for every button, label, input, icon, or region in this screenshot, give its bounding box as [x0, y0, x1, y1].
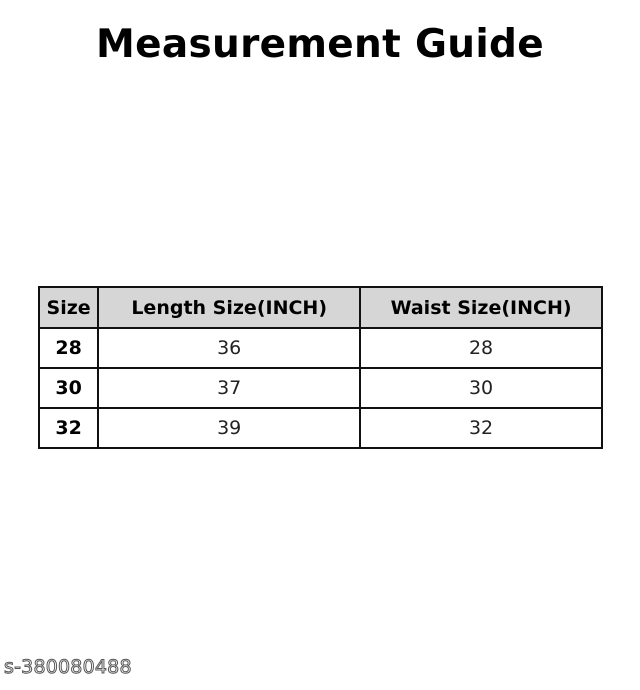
size-cell: 30 [39, 368, 98, 408]
waist-cell: 30 [360, 368, 602, 408]
table-row [39, 328, 602, 368]
header-waist-size: Waist Size(INCH) [360, 287, 602, 328]
table-row [39, 368, 602, 408]
header-size: Size [39, 287, 98, 328]
size-cell: 32 [39, 408, 98, 448]
table-row [39, 408, 602, 448]
page-title: Measurement Guide [96, 22, 544, 67]
length-cell: 39 [98, 408, 360, 448]
waist-cell: 28 [360, 328, 602, 368]
table-header-row [39, 287, 602, 328]
waist-cell: 32 [360, 408, 602, 448]
size-cell: 28 [39, 328, 98, 368]
length-cell: 36 [98, 328, 360, 368]
measurement-table [38, 286, 603, 449]
header-length-size: Length Size(INCH) [98, 287, 360, 328]
watermark-text: s-380080488 [4, 656, 132, 678]
length-cell: 37 [98, 368, 360, 408]
